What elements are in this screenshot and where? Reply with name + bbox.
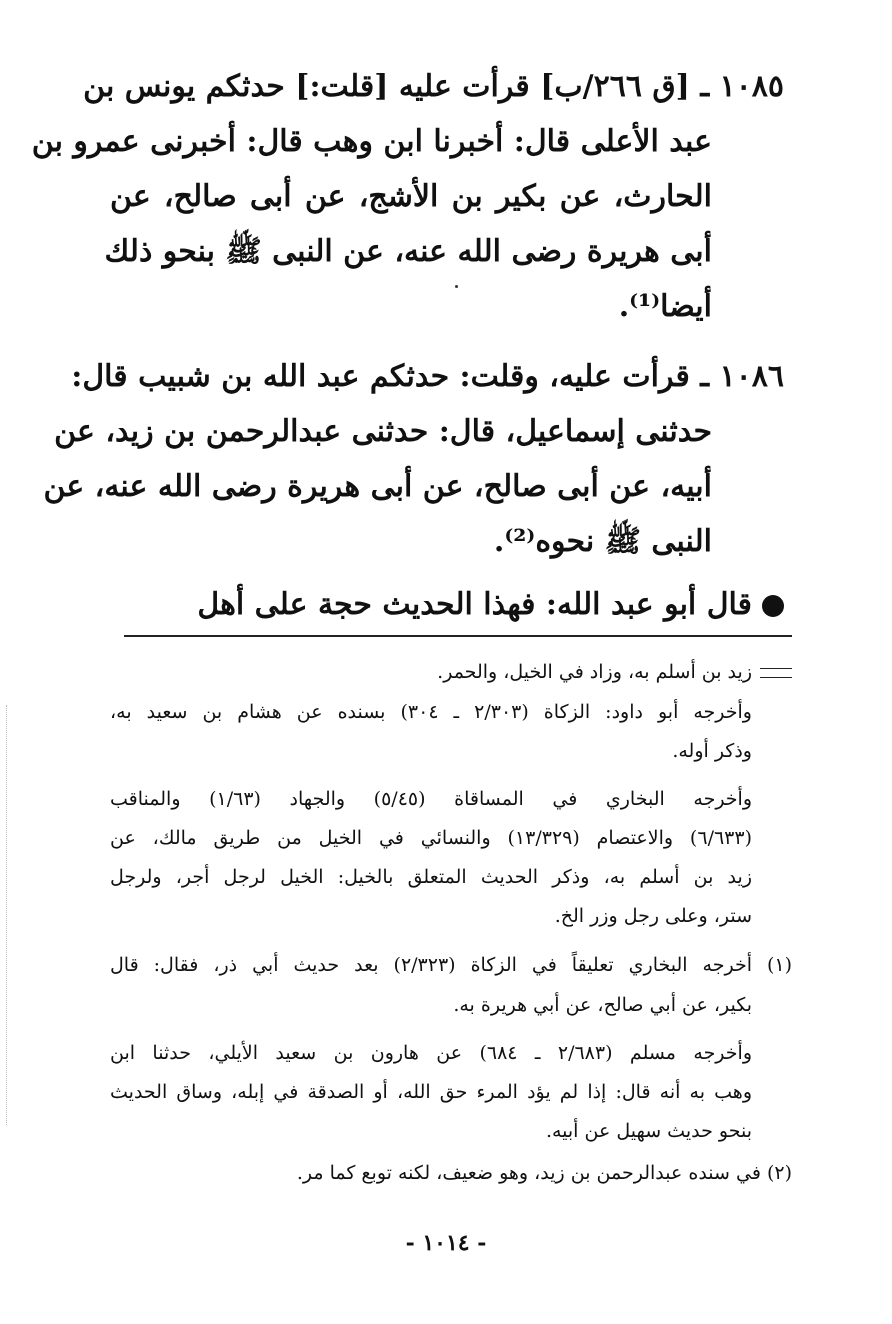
footnote-cont-line-3: وذكر أوله. (672, 740, 752, 762)
footnote-1-line-1: (١) أخرجه البخاري تعليقاً في الزكاة (٢/٣٢٣) بعد حديث أبي ذر، فقال: قال (110, 954, 793, 976)
footnote-1-line-4: وهب به أنه قال: إذا لم يؤد المرء حق الله، أو الصدقة في إبله، وساق الحديث (110, 1081, 752, 1103)
footnote-cont-line-5: (٦/٦٣٣) والاعتصام (١٣/٣٢٩) والنسائي في الخيل من طريق مالك، عن (110, 827, 753, 849)
footnote-cont-line-1 (437, 663, 792, 682)
hadith-1085-line-1: ١٠٨٥ ـ [ق ٢٦٦/ب] قرأت عليه [قلت:] حدثكم يونس بن (83, 69, 784, 104)
hadith-1086-line-4: النبى ﷺ نحوه⁽²⁾. (493, 524, 712, 559)
footnote-2-line-1: (٢) في سنده عبدالرحمن بن زيد، وهو ضعيف، لكنه توبع كما مر. (296, 1162, 792, 1184)
commentary-text: قال أبو عبد الله: فهذا الحديث حجة على أهل (197, 587, 752, 622)
hadith-1085-line-5: أيضا⁽¹⁾. (618, 289, 712, 324)
footnote-cont-line-4: وأخرجه البخاري في المساقاة (٥/٤٥) والجهاد (١/٦٣) والمناقب (110, 788, 752, 810)
continuation-mark-icon (760, 668, 792, 678)
commentary-line (110, 587, 784, 622)
footnote-1-line-2: بكير، عن أبي صالح، عن أبي هريرة به. (453, 994, 752, 1016)
ink-speck (455, 285, 458, 288)
hadith-1086-line-1: ١٠٨٦ ـ قرأت عليه، وقلت: حدثكم عبد الله بن شبيب قال: (71, 359, 784, 394)
page-number: - ١٠١٤ - (405, 1230, 487, 1256)
bullet-icon (762, 595, 784, 617)
margin-dots (6, 705, 8, 1125)
hadith-1086-line-2: حدثنى إسماعيل، قال: حدثنى عبدالرحمن بن زيد، عن (54, 414, 712, 449)
hadith-1085-line-2: عبد الأعلى قال: أخبرنا ابن وهب قال: أخبرنى عمرو بن (31, 124, 712, 159)
hadith-1085-line-4: أبى هريرة رضى الله عنه، عن النبى ﷺ بنحو ذلك (104, 234, 712, 269)
hadith-1086-line-3: أبيه، عن أبى صالح، عن أبى هريرة رضى الله عنه، عن (43, 469, 712, 504)
hadith-1085-line-3: الحارث، عن بكير بن الأشج، عن أبى صالح، عن (110, 179, 712, 214)
footnote-cont-line-7: ستر، وعلى رجل وزر الخ. (554, 905, 752, 927)
footnote-cont-line-2: وأخرجه أبو داود: الزكاة (٢/٣٠٣ ـ ٣٠٤) بسنده عن هشام بن سعيد به، (110, 701, 752, 723)
footnote-divider (124, 635, 792, 637)
footnote-1-line-3: وأخرجه مسلم (٢/٦٨٣ ـ ٦٨٤) عن هارون بن سعيد الأيلي، حدثنا ابن (110, 1042, 752, 1064)
footnote-cont-line-6: زيد بن أسلم به، وذكر الحديث المتعلق بالخيل: الخيل لرجل أجر، ولرجل (110, 866, 752, 888)
footnote-1-line-5: بنحو حديث سهيل عن أبيه. (545, 1120, 752, 1142)
footnote-cont-text-1: زيد بن أسلم به، وزاد في الخيل، والحمر. (437, 661, 752, 683)
